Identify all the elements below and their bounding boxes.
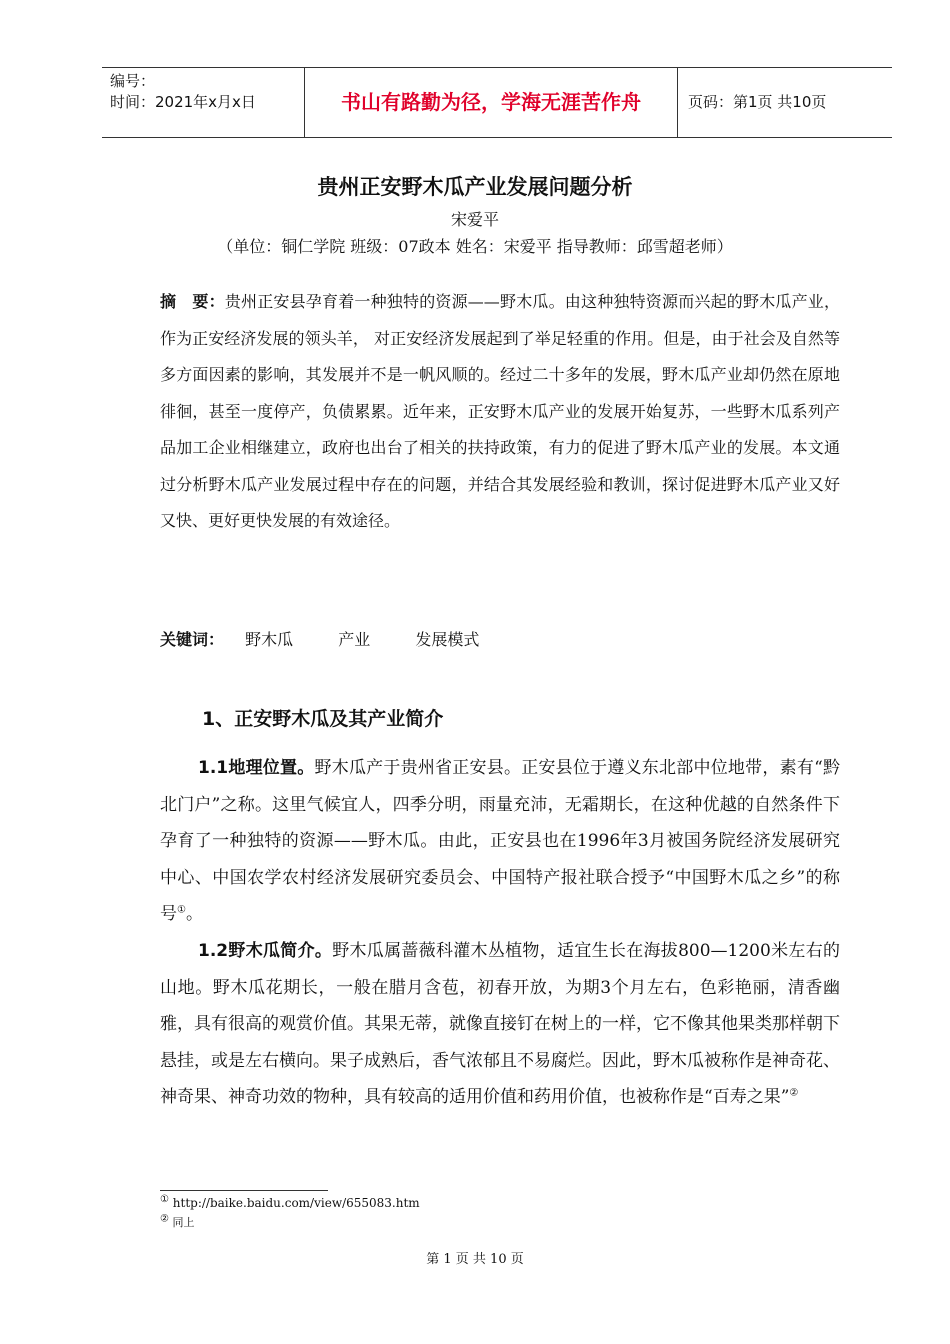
document-author: 宋爱平: [450, 210, 499, 229]
document-affiliation: （单位：铜仁学院 班级：07政本 姓名：宋爱平 指导教师：邱雪超老师）: [217, 237, 733, 256]
footnote-ref[interactable]: ①: [177, 904, 186, 916]
footnote-1: [160, 1196, 420, 1210]
header-meta: [102, 68, 304, 137]
footnote-mark: ①: [160, 1194, 169, 1205]
footnote-2: [160, 1214, 194, 1230]
header-motto: 书山有路勤为径，学海无涯苦作舟: [304, 68, 678, 137]
doc-number-label: 编号：: [110, 72, 156, 90]
abstract-label: 摘 要：: [160, 292, 225, 311]
abstract: [160, 284, 840, 540]
header-page-info: 页码：第1页 共10页: [688, 93, 827, 111]
footnote-divider: [160, 1190, 328, 1191]
paragraph-geography: [160, 750, 840, 933]
subheading: 1.1地理位置。: [198, 758, 315, 778]
doc-time-label: 时间：2021年x月x日: [110, 93, 256, 111]
paragraph-text: 野木瓜属蔷薇科灌木丛植物，适宜生长在海拔800—1200米左右的山地。野木瓜花期长，一般在腊月含苞，初春开放，为期3个月左右，色彩艳丽，清香幽雅，具有很高的观赏价值。其果无蒂，就像直接钉在树上的一样，它不像其他果类那样朝下悬挂，或是左右横向。果子成熟后，香气浓郁且不易腐烂。因此，野木瓜被称作是神奇花、神奇果、神奇功效的物种，具有较高的适用价值和药用价值，也被称作是“百寿之果”: [160, 941, 840, 1107]
keywords: [160, 627, 519, 650]
document-title: 贵州正安野木瓜产业发展问题分析: [317, 175, 633, 199]
page-footer: 第 1 页 共 10 页: [426, 1252, 524, 1267]
footnote-link[interactable]: http://baike.baidu.com/view/655083.htm: [168, 1196, 420, 1210]
footnote-text: 同上: [168, 1216, 195, 1229]
paragraph-intro: [160, 933, 840, 1116]
keyword-item: 发展模式: [415, 630, 480, 649]
paragraph-text: 野木瓜产于贵州省正安县。正安县位于遵义东北部中位地带，素有“黔北门户”之称。这里气候宜人，四季分明，雨量充沛，无霜期长，在这种优越的自然条件下孕育了一种独特的资源——野木瓜。由此，正安县也在1996年3月被国务院经济发展研究中心、中国农学农村经济发展研究委员会、中国特产报社联合授予“中国野木瓜之乡”的称号: [160, 758, 840, 924]
keyword-item: 产业: [338, 630, 371, 649]
subheading: 1.2野木瓜简介。: [198, 941, 333, 961]
paragraph-end: 。: [185, 904, 203, 924]
footnote-ref[interactable]: ②: [789, 1087, 799, 1099]
header-table: [102, 67, 892, 138]
abstract-text: 贵州正安县孕育着一种独特的资源——野木瓜。由这种独特资源而兴起的野木瓜产业，作为正安经济发展的领头羊， 对正安经济发展起到了举足轻重的作用。但是，由于社会及自然等多方面因素的影响，其发展并不是一帆风顺的。经过二十多年的发展，野木瓜产业却仍然在原地徘徊，甚至一度停产，负债累累。近年来，正安野木瓜产业的发展开始复苏，一些野木瓜系列产品加工企业相继建立，政府也出台了相关的扶持政策，有力的促进了野木瓜产业的发展。本文通过分析野木瓜产业发展过程中存在的问题，并结合其发展经验和教训，探讨促进野木瓜产业又好又快、更好更快发展的有效途径。: [160, 292, 840, 530]
footnote-mark: ②: [160, 1213, 169, 1225]
section-heading: 1、正安野木瓜及其产业简介: [202, 708, 444, 730]
keywords-label: 关键词：: [160, 630, 225, 649]
keyword-item: 野木瓜: [245, 630, 294, 649]
